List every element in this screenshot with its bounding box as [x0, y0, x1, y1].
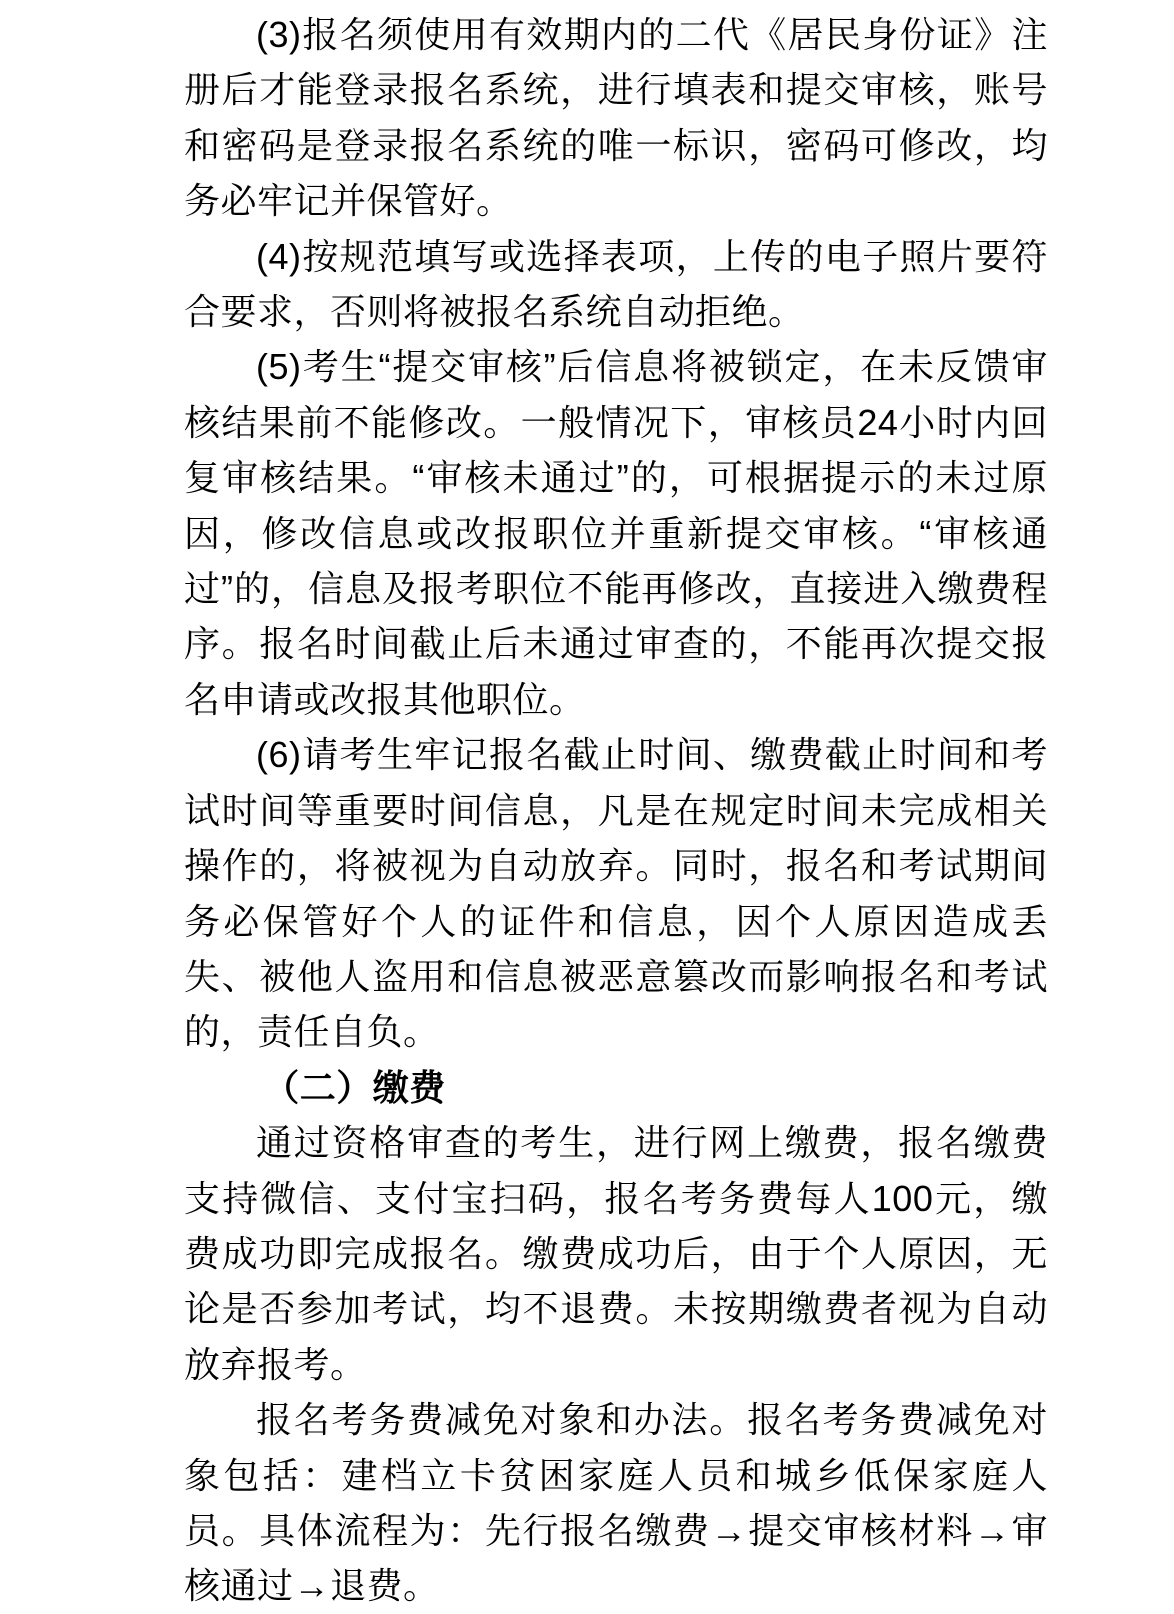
paragraph-form-filling-rules: (4)按规范填写或选择表项，上传的电子照片要符合要求，否则将被报名系统自动拒绝。	[184, 235, 1048, 333]
section-heading-payment: （二）缴费	[263, 1066, 446, 1108]
paragraph-registration-id-card: (3)报名须使用有效期内的二代《居民身份证》注册后才能登录报名系统，进行填表和提交审核，账号和密码是登录报名系统的唯一标识，密码可修改，均务必牢记并保管好。	[184, 14, 1048, 222]
paragraph-payment-method: 通过资格审查的考生，进行网上缴费，报名缴费支持微信、支付宝扫码，报名考务费每人100元，缴费成功即完成报名。缴费成功后，由于个人原因，无论是否参加考试，均不退费。未按期缴费者视为自动放弃报考。	[184, 1122, 1048, 1385]
paragraph-deadline-notice: (6)请考生牢记报名截止时间、缴费截止时间和考试时间等重要时间信息，凡是在规定时间未完成相关操作的，将被视为自动放弃。同时，报名和考试期间务必保管好个人的证件和信息，因个人原因造成丢失、被他人盗用和信息被恶意篡改而影响报名和考试的，责任自负。	[184, 734, 1048, 1053]
paragraph-fee-waiver: 报名考务费减免对象和办法。报名考务费减免对象包括：建档立卡贫困家庭人员和城乡低保家庭人员。具体流程为：先行报名缴费→提交审核材料→审核通过→退费。	[184, 1399, 1048, 1607]
paragraph-review-process: (5)考生“提交审核”后信息将被锁定，在未反馈审核结果前不能修改。一般情况下，审核员24小时内回复审核结果。“审核未通过”的，可根据提示的未过原因，修改信息或改报职位并重新提交审核。“审核通过”的，信息及报考职位不能再修改，直接进入缴费程序。报名时间截止后未通过审查的，不能再次提交报名申请或改报其他职位。	[184, 346, 1048, 720]
